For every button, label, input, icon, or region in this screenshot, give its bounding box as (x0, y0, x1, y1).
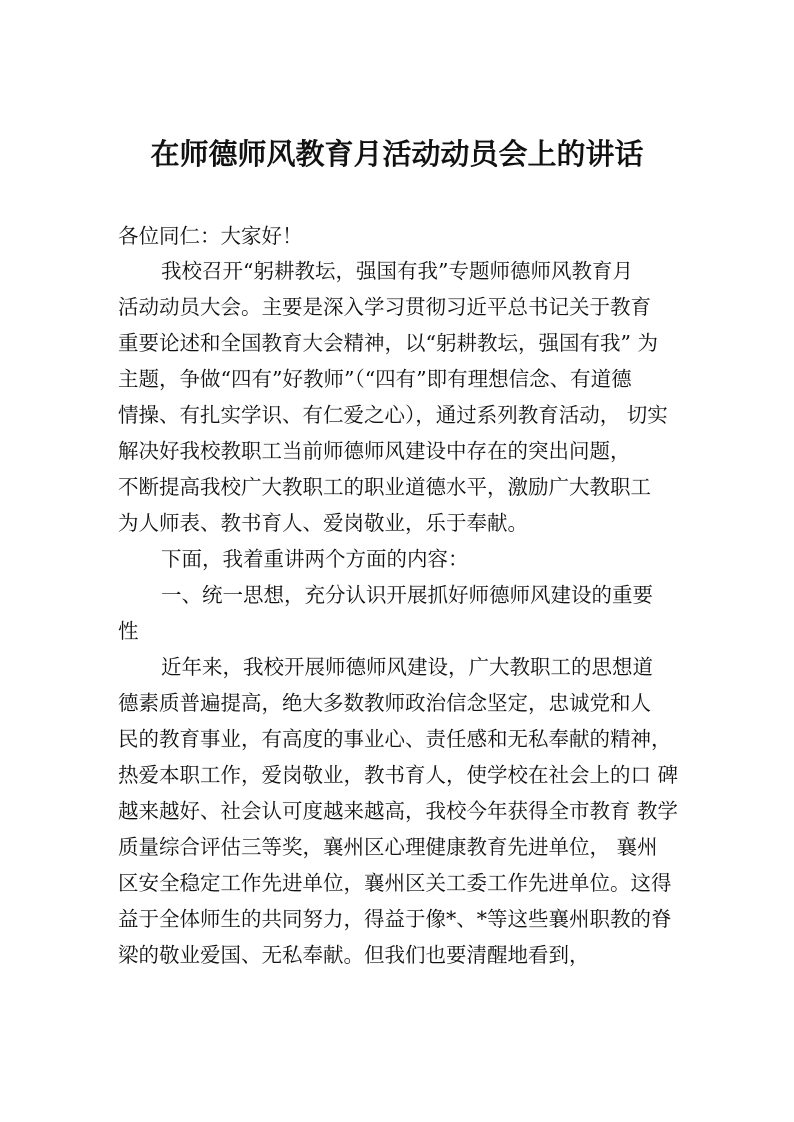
body-line: 重要论述和全国教育大会精神，以“躬耕教坛，强国有我” 为 (118, 331, 658, 355)
body-line: 主题，争做“四有”好教师”（“四有”即有理想信念、有道德 (118, 367, 632, 391)
body-line: 民的教育事业，有高度的事业心、责任感和无私奉献的精神， (118, 727, 672, 751)
body-line: 解决好我校教职工当前师德师风建设中存在的突出问题， (118, 439, 631, 463)
body-line: 不断提高我校广大教职工的职业道德水平，激励广大教职工 (118, 475, 651, 499)
body-line: 情操、有扎实学识、有仁爱之心），通过系列教育活动， 切实 (118, 403, 668, 427)
body-line: 梁的敬业爱国、无私奉献。但我们也要清醒地看到， (118, 943, 590, 967)
body-line: 下面，我着重讲两个方面的内容： (161, 547, 469, 571)
greeting-line: 各位同仁：大家好！ (118, 224, 303, 248)
section-heading-line: 性 (118, 619, 139, 643)
body-line: 质量综合评估三等奖，襄州区心理健康教育先进单位， 襄州 (118, 835, 658, 859)
body-line: 区安全稳定工作先进单位，襄州区关工委工作先进单位。这得 (118, 871, 672, 895)
body-line: 我校召开“躬耕教坛，强国有我”专题师德师风教育月 (161, 259, 633, 283)
body-line: 德素质普遍提高，绝大多数教师政治信念坚定，忠诚党和人 (118, 691, 651, 715)
document-title: 在师德师风教育月活动动员会上的讲话 (150, 137, 644, 171)
section-heading-line: 一、统一思想，充分认识开展抓好师德师风建设的重要 (161, 583, 653, 607)
body-line: 越来越好、社会认可度越来越高，我校今年获得全市教育 教学 (118, 799, 679, 823)
body-line: 为人师表、教书育人、爱岗敬业，乐于奉献。 (118, 511, 528, 535)
body-line: 益于全体师生的共同努力，得益于像*、*等这些襄州职教的脊 (118, 907, 672, 931)
body-line: 近年来，我校开展师德师风建设，广大教职工的思想道 (161, 655, 653, 679)
body-line: 热爱本职工作，爱岗敬业，教书育人，使学校在社会上的口 碑 (118, 763, 679, 787)
body-line: 活动动员大会。主要是深入学习贯彻习近平总书记关于教育 (118, 295, 651, 319)
